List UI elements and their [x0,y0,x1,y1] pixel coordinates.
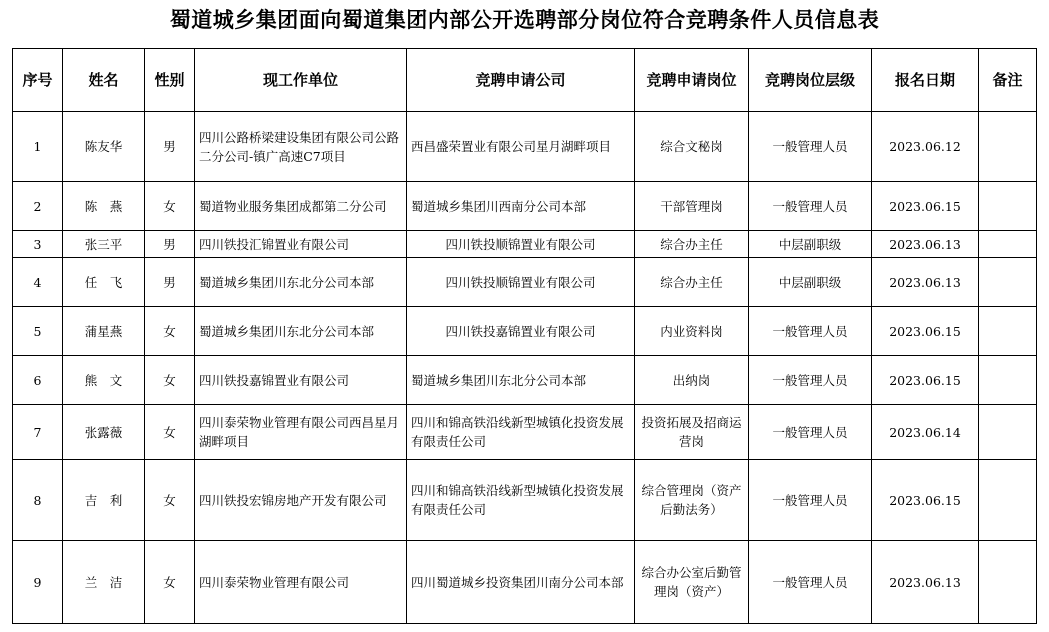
cell-gender: 男 [145,112,195,182]
cell-name: 兰 洁 [63,541,145,624]
cell-apply-date: 2023.06.12 [872,112,979,182]
cell-gender: 女 [145,405,195,460]
header-remark: 备注 [979,49,1037,112]
cell-applied-position: 出纳岗 [635,356,749,405]
cell-name: 吉 利 [63,460,145,541]
cell-position-level: 中层副职级 [749,231,872,258]
table-header-row [13,49,1037,112]
header-gender: 性别 [145,49,195,112]
cell-position-level: 一般管理人员 [749,112,872,182]
cell-position-level: 一般管理人员 [749,405,872,460]
table-row [13,541,1037,624]
cell-gender: 女 [145,307,195,356]
cell-remark [979,231,1037,258]
cell-apply-date: 2023.06.13 [872,231,979,258]
cell-position-level: 一般管理人员 [749,356,872,405]
header-name: 姓名 [63,49,145,112]
cell-applied-company: 四川和锦高铁沿线新型城镇化投资发展有限责任公司 [407,460,635,541]
cell-applied-company: 蜀道城乡集团川西南分公司本部 [407,182,635,231]
cell-seq: 5 [13,307,63,356]
cell-gender: 女 [145,356,195,405]
cell-position-level: 中层副职级 [749,258,872,307]
cell-name: 任 飞 [63,258,145,307]
cell-current-unit: 四川公路桥梁建设集团有限公司公路二分公司-镇广高速C7项目 [195,112,407,182]
cell-seq: 9 [13,541,63,624]
cell-apply-date: 2023.06.15 [872,356,979,405]
cell-name: 陈 燕 [63,182,145,231]
cell-applied-position: 投资拓展及招商运营岗 [635,405,749,460]
cell-remark [979,541,1037,624]
cell-apply-date: 2023.06.15 [872,460,979,541]
table-row [13,182,1037,231]
cell-gender: 女 [145,182,195,231]
cell-name: 陈友华 [63,112,145,182]
cell-applied-position: 干部管理岗 [635,182,749,231]
cell-applied-company: 四川和锦高铁沿线新型城镇化投资发展有限责任公司 [407,405,635,460]
cell-seq: 8 [13,460,63,541]
cell-applied-company: 四川铁投嘉锦置业有限公司 [407,307,635,356]
cell-gender: 男 [145,231,195,258]
cell-position-level: 一般管理人员 [749,307,872,356]
cell-gender: 女 [145,460,195,541]
cell-position-level: 一般管理人员 [749,541,872,624]
cell-remark [979,112,1037,182]
cell-apply-date: 2023.06.15 [872,307,979,356]
cell-applied-position: 综合办主任 [635,231,749,258]
cell-seq: 7 [13,405,63,460]
cell-gender: 男 [145,258,195,307]
cell-applied-company: 四川铁投顺锦置业有限公司 [407,258,635,307]
header-position-level: 竞聘岗位层级 [749,49,872,112]
cell-apply-date: 2023.06.14 [872,405,979,460]
cell-current-unit: 四川泰荣物业管理有限公司 [195,541,407,624]
document-title: 蜀道城乡集团面向蜀道集团内部公开选聘部分岗位符合竞聘条件人员信息表 [169,8,880,32]
cell-position-level: 一般管理人员 [749,182,872,231]
cell-remark [979,307,1037,356]
cell-seq: 3 [13,231,63,258]
cell-position-level: 一般管理人员 [749,460,872,541]
table-row [13,307,1037,356]
cell-seq: 6 [13,356,63,405]
table-row [13,258,1037,307]
table-row [13,460,1037,541]
cell-applied-position: 综合管理岗（资产后勤法务） [635,460,749,541]
cell-current-unit: 蜀道物业服务集团成都第二分公司 [195,182,407,231]
cell-name: 张露薇 [63,405,145,460]
cell-applied-position: 内业资料岗 [635,307,749,356]
cell-current-unit: 蜀道城乡集团川东北分公司本部 [195,307,407,356]
cell-applied-position: 综合办主任 [635,258,749,307]
cell-current-unit: 四川铁投宏锦房地产开发有限公司 [195,460,407,541]
header-applied-company: 竞聘申请公司 [407,49,635,112]
cell-apply-date: 2023.06.15 [872,182,979,231]
cell-name: 熊 文 [63,356,145,405]
table-row [13,231,1037,258]
cell-remark [979,182,1037,231]
cell-current-unit: 蜀道城乡集团川东北分公司本部 [195,258,407,307]
cell-apply-date: 2023.06.13 [872,258,979,307]
cell-seq: 1 [13,112,63,182]
cell-remark [979,405,1037,460]
table-row [13,112,1037,182]
header-applied-position: 竞聘申请岗位 [635,49,749,112]
cell-applied-company: 西昌盛荣置业有限公司星月湖畔项目 [407,112,635,182]
table-row [13,356,1037,405]
cell-gender: 女 [145,541,195,624]
cell-applied-position: 综合办公室后勤管理岗（资产） [635,541,749,624]
cell-current-unit: 四川铁投嘉锦置业有限公司 [195,356,407,405]
cell-remark [979,356,1037,405]
cell-seq: 2 [13,182,63,231]
applicant-info-table [12,48,1037,624]
cell-applied-position: 综合文秘岗 [635,112,749,182]
cell-current-unit: 四川泰荣物业管理有限公司西昌星月湖畔项目 [195,405,407,460]
header-apply-date: 报名日期 [872,49,979,112]
table-row [13,405,1037,460]
cell-current-unit: 四川铁投汇锦置业有限公司 [195,231,407,258]
cell-seq: 4 [13,258,63,307]
cell-name: 张三平 [63,231,145,258]
cell-remark [979,460,1037,541]
cell-remark [979,258,1037,307]
cell-apply-date: 2023.06.13 [872,541,979,624]
cell-applied-company: 四川蜀道城乡投资集团川南分公司本部 [407,541,635,624]
header-seq: 序号 [13,49,63,112]
cell-applied-company: 蜀道城乡集团川东北分公司本部 [407,356,635,405]
cell-applied-company: 四川铁投顺锦置业有限公司 [407,231,635,258]
header-current-unit: 现工作单位 [195,49,407,112]
cell-name: 蒲星燕 [63,307,145,356]
